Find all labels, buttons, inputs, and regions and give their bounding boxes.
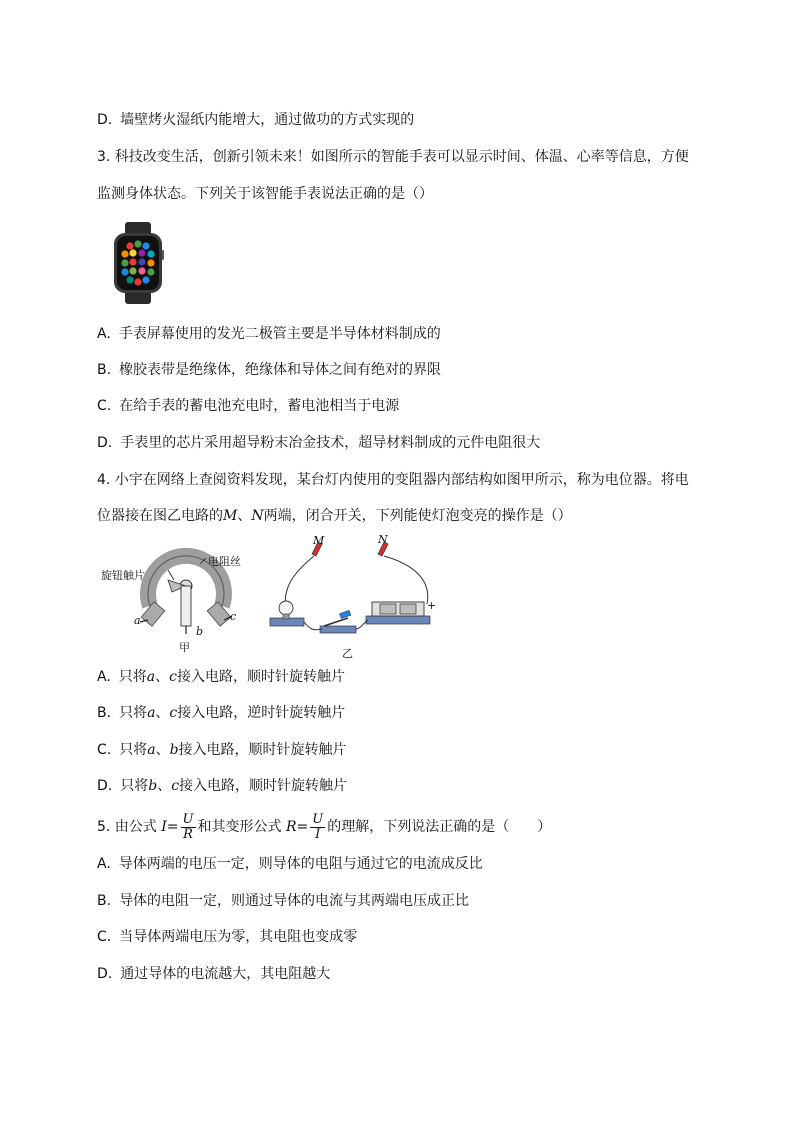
formula-1-denominator: R [183, 826, 193, 842]
equals-sign: = [296, 819, 309, 835]
q4-stem-line-2 [97, 506, 572, 526]
option-text: 接入电路，顺时针旋转触片 [178, 742, 347, 758]
option-text: 导体两端的电压一定，则导体的电阻与通过它的电流成反比 [118, 856, 483, 872]
stem-text: 两端，闭合开关，下列能使灯泡变亮的操作是（） [263, 508, 572, 524]
formula-2-fraction [310, 813, 325, 842]
terminal-var: a [146, 669, 156, 685]
formula-1-numerator: U [182, 811, 194, 827]
option-letter: D. [97, 112, 113, 128]
option-text: 手表屏幕使用的发光二极管主要是半导体材料制成的 [118, 326, 441, 342]
option-text: 只将 [118, 669, 147, 685]
separator: 、 [155, 669, 170, 685]
option-letter: D. [97, 778, 113, 794]
option-letter: C. [97, 398, 112, 414]
battery-plus-label: + [427, 599, 437, 612]
q4-option-d [97, 776, 347, 796]
option-text: 接入电路，顺时针旋转触片 [176, 669, 345, 685]
separator: 、 [157, 778, 172, 794]
option-letter: C. [97, 929, 112, 945]
option-letter: B. [97, 893, 112, 909]
terminal-var: a [147, 742, 156, 758]
option-text: 通过导体的电流越大，其电阻越大 [120, 966, 331, 982]
terminal-c-label: c [230, 610, 237, 623]
figure-yi-caption: 乙 [342, 647, 353, 660]
option-text: 接入电路，逆时针旋转触片 [177, 705, 346, 721]
q3-option-a [97, 324, 441, 344]
option-text: 导体的电阻一定，则通过导体的电流与其两端电压成正比 [119, 893, 470, 909]
option-letter: B. [97, 705, 112, 721]
option-text: 只将 [119, 705, 148, 721]
option-text: 当导体两端电压为零，其电阻也变成零 [119, 929, 358, 945]
clip-n-label: N [378, 533, 388, 546]
clip-m-label: M [313, 534, 325, 547]
stem-text: 和其变形公式 [197, 819, 282, 835]
option-text: 接入电路，顺时针旋转触片 [179, 778, 348, 794]
option-letter: C. [97, 742, 112, 758]
q3-stem-line-1: 3. 科技改变生活，创新引领未来！如图所示的智能手表可以显示时间、体温、心率等信息，方便 [97, 149, 689, 165]
separator: 、 [237, 508, 252, 524]
terminal-b-label: b [196, 625, 204, 638]
terminal-n-label: N [251, 508, 264, 524]
separator: 、 [155, 705, 170, 721]
terminal-var: b [148, 778, 158, 794]
q4-option-c [97, 740, 347, 760]
terminal-var: c [169, 669, 177, 685]
terminal-var: c [171, 778, 180, 794]
option-text: 墙壁烤火湿纸内能增大，通过做功的方式实现的 [120, 112, 415, 128]
formula-2-denominator: I [315, 826, 321, 842]
q5-option-d [97, 964, 330, 984]
stem-text: 5. 由公式 [97, 819, 157, 835]
stem-text: 位器接在图乙电路的 [97, 508, 223, 524]
formula-1-lhs: I [161, 819, 167, 835]
option-text: 只将 [120, 778, 149, 794]
option-letter: D. [97, 435, 113, 451]
q5-option-a [97, 854, 483, 874]
q5-option-b [97, 891, 469, 911]
option-letter: A. [97, 669, 111, 685]
resistance-wire-label: 电阻丝 [208, 555, 241, 568]
separator: 、 [155, 742, 170, 758]
option-letter: A. [97, 326, 111, 342]
terminal-var: c [169, 705, 178, 721]
option-letter: D. [97, 966, 113, 982]
terminal-var: b [169, 742, 179, 758]
circuit-figure [262, 534, 444, 646]
q5-option-c [97, 927, 357, 947]
q4-option-a [97, 667, 345, 687]
formula-2-numerator: U [312, 811, 324, 827]
option-text: 只将 [119, 742, 148, 758]
q3-option-c [97, 396, 399, 416]
equals-sign: = [166, 819, 179, 835]
terminal-m-label: M [223, 508, 238, 524]
formula-1-fraction [181, 813, 196, 842]
q4-stem-line-1: 4. 小宇在网络上查阅资料发现，某台灯内使用的变阻器内部结构如图甲所示，称为电位器。将电 [97, 472, 689, 488]
option-text: 手表里的芯片采用超导粉末冶金技术，超导材料制成的元件电阻很大 [120, 435, 541, 451]
option-letter: A. [97, 856, 111, 872]
q4-option-b [97, 703, 345, 723]
option-letter: B. [97, 362, 112, 378]
q3-stem-line-2: 监测身体状态。下列关于该智能手表说法正确的是（） [97, 186, 433, 202]
q5-stem [97, 812, 551, 842]
formula-2-lhs: R [285, 819, 297, 835]
terminal-a-label: a [134, 614, 141, 627]
option-text: 在给手表的蓄电池充电时，蓄电池相当于电源 [119, 398, 400, 414]
smartwatch-image [112, 222, 164, 304]
stem-text: 的理解，下列说法正确的是（ ） [327, 819, 552, 835]
option-text: 橡胶表带是绝缘体，绝缘体和导体之间有绝对的界限 [119, 362, 442, 378]
figure-jia-caption: 甲 [179, 641, 190, 654]
terminal-var: a [147, 705, 156, 721]
q2-option-d [97, 110, 414, 130]
q3-option-d [97, 433, 540, 453]
knob-contact-label: 旋钮触片 [101, 569, 145, 582]
q3-option-b [97, 360, 441, 380]
